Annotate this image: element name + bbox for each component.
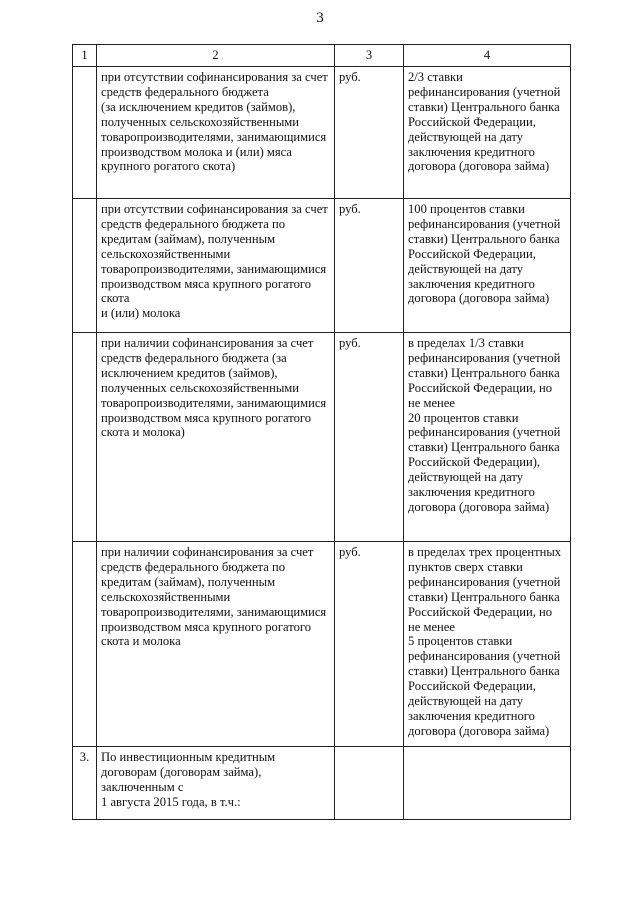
row-number [73,199,97,333]
row-description: при отсутствии софинансирования за счет средств федерального бюджета (за исключением кредитов (займов), полученных сельскохозяйственными товаропроизводителями, занимающимися производством молока и (или) мяса крупного рогатого скота) [97,67,335,199]
row-number [73,67,97,199]
row-value: 2/3 ставки рефинансирования (учетной ставки) Центрального банка Российской Федерации, действующей на дату заключения кредитного договора (договора займа) [404,67,571,199]
row-number [73,542,97,747]
row-unit: руб. [335,333,404,542]
row-value [404,747,571,820]
header-col-3: 3 [335,45,404,67]
header-col-2: 2 [97,45,335,67]
table-row [73,67,571,199]
row-number: 3. [73,747,97,820]
header-col-4: 4 [404,45,571,67]
header-col-1: 1 [73,45,97,67]
table-row [73,333,571,542]
row-number [73,333,97,542]
table-row [73,542,571,747]
table-header-row [73,45,571,67]
row-unit: руб. [335,67,404,199]
row-value: в пределах 1/3 ставки рефинансирования (учетной ставки) Центрального банка Российской Федерации, но не менее 20 процентов ставки рефинансирования (учетной ставки) Центрального банка Российской Федерации), действующей на дату заключения кредитного договора (договора займа) [404,333,571,542]
row-value: 100 процентов ставки рефинансирования (учетной ставки) Центрального банка Российской Федерации, действующей на дату заключения кредитного договора (договора займа) [404,199,571,333]
row-description: при отсутствии софинансирования за счет средств федерального бюджета по кредитам (займам), полученным сельскохозяйственными товаропроизводителями, занимающимися производством мяса крупного рогатого скота и (или) молока [97,199,335,333]
rates-table [72,44,571,820]
row-description: при наличии софинансирования за счет средств федерального бюджета (за исключением кредитов (займов), полученных сельскохозяйственными товаропроизводителями, занимающимися производством мяса крупного рогатого скота и молока) [97,333,335,542]
row-value: в пределах трех процентных пунктов сверх ставки рефинансирования (учетной ставки) Центрального банка Российской Федерации, но не менее 5 процентов ставки рефинансирования (учетной ставки) Центрального банка Российской Федерации, действующей на дату заключения кредитного договора (договора займа) [404,542,571,747]
row-unit: руб. [335,199,404,333]
table-row [73,747,571,820]
row-description: По инвестиционным кредитным договорам (договорам займа), заключенным с 1 августа 2015 года, в т.ч.: [97,747,335,820]
page-number: 3 [316,10,324,26]
table-row [73,199,571,333]
row-unit [335,747,404,820]
row-unit: руб. [335,542,404,747]
row-description: при наличии софинансирования за счет средств федерального бюджета по кредитам (займам), полученным сельскохозяйственными товаропроизводителями, занимающимися производством мяса крупного рогатого скота и молока [97,542,335,747]
